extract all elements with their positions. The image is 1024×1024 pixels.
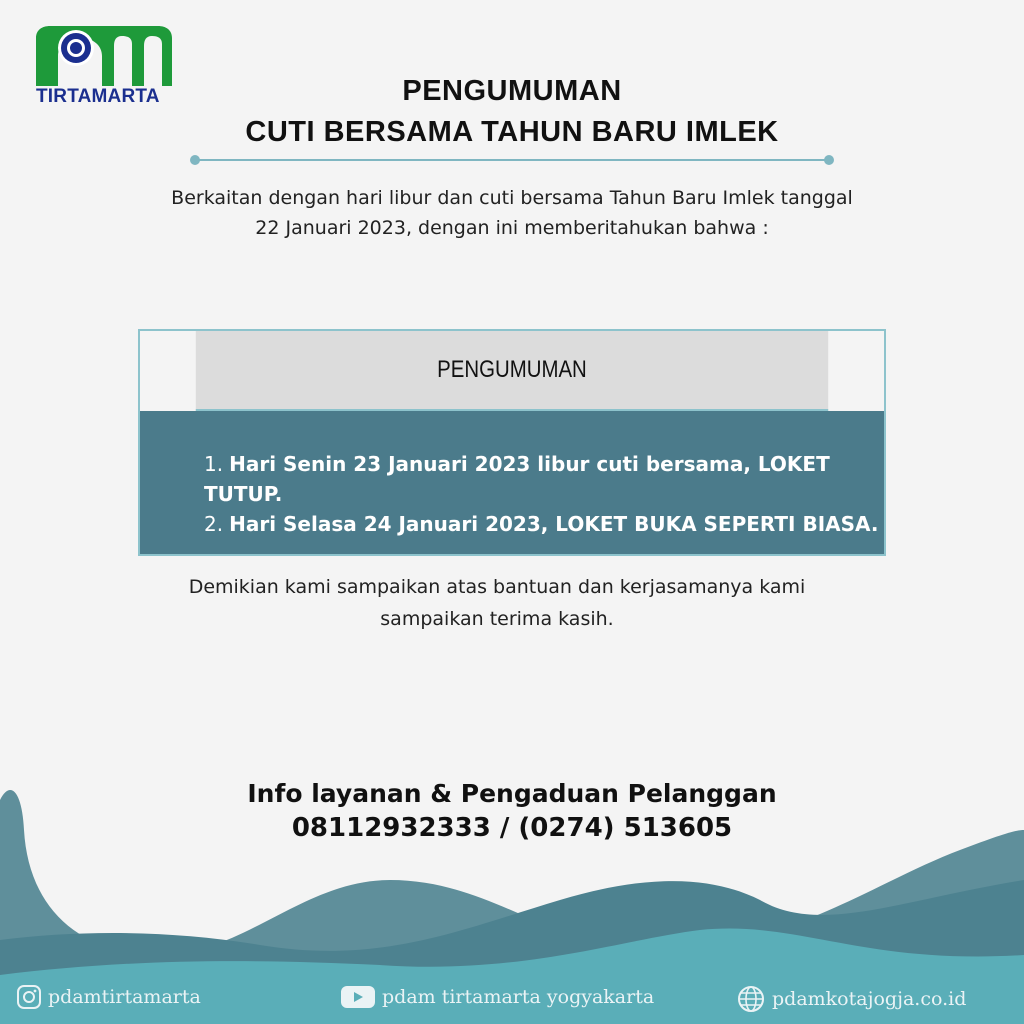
instagram-link[interactable] <box>16 984 201 1010</box>
logo-text: TIRTAMARTA <box>36 86 160 107</box>
instagram-icon <box>16 984 42 1010</box>
info-phones: 08112932333 / (0274) 513605 <box>291 813 733 843</box>
list-item-number: 1. <box>204 452 224 476</box>
instagram-handle: pdamtirtamarta <box>48 986 201 1008</box>
closing-line: sampaikan terima kasih. <box>380 608 614 630</box>
page-subtitle: CUTI BERSAMA TAHUN BARU IMLEK <box>245 116 779 148</box>
page-title: PENGUMUMAN <box>402 75 622 107</box>
list-item <box>204 449 884 509</box>
intro-line: Berkaitan dengan hari libur dan cuti bersama Tahun Baru Imlek tanggal <box>171 187 853 209</box>
globe-icon <box>736 984 766 1014</box>
intro-line: 22 Januari 2023, dengan ini memberitahukan bahwa : <box>255 217 769 239</box>
closing-paragraph <box>0 571 994 635</box>
youtube-channel: pdam tirtamarta yogyakarta <box>382 986 655 1008</box>
list-item <box>204 509 884 539</box>
youtube-icon <box>340 984 376 1010</box>
closing-line: Demikian kami sampaikan atas bantuan dan kerjasamanya kami <box>188 576 806 598</box>
intro-paragraph <box>0 183 1024 243</box>
list-item-number: 2. <box>204 512 224 536</box>
announcement-heading: PENGUMUMAN <box>196 331 828 411</box>
info-title: Info layanan & Pengaduan Pelanggan <box>247 779 777 808</box>
youtube-link[interactable] <box>340 984 654 1010</box>
announcement-body <box>140 411 884 554</box>
website-link[interactable] <box>736 984 966 1014</box>
announcement-box <box>138 329 886 556</box>
announcement-list <box>204 449 884 539</box>
title-divider <box>188 153 836 167</box>
list-item-text: Hari Senin 23 Januari 2023 libur cuti bersama, LOKET TUTUP. <box>204 452 830 506</box>
list-item-text: Hari Selasa 24 Januari 2023, LOKET BUKA SEPERTI BIASA. <box>229 512 879 536</box>
website-url: pdamkotajogja.co.id <box>772 988 967 1010</box>
